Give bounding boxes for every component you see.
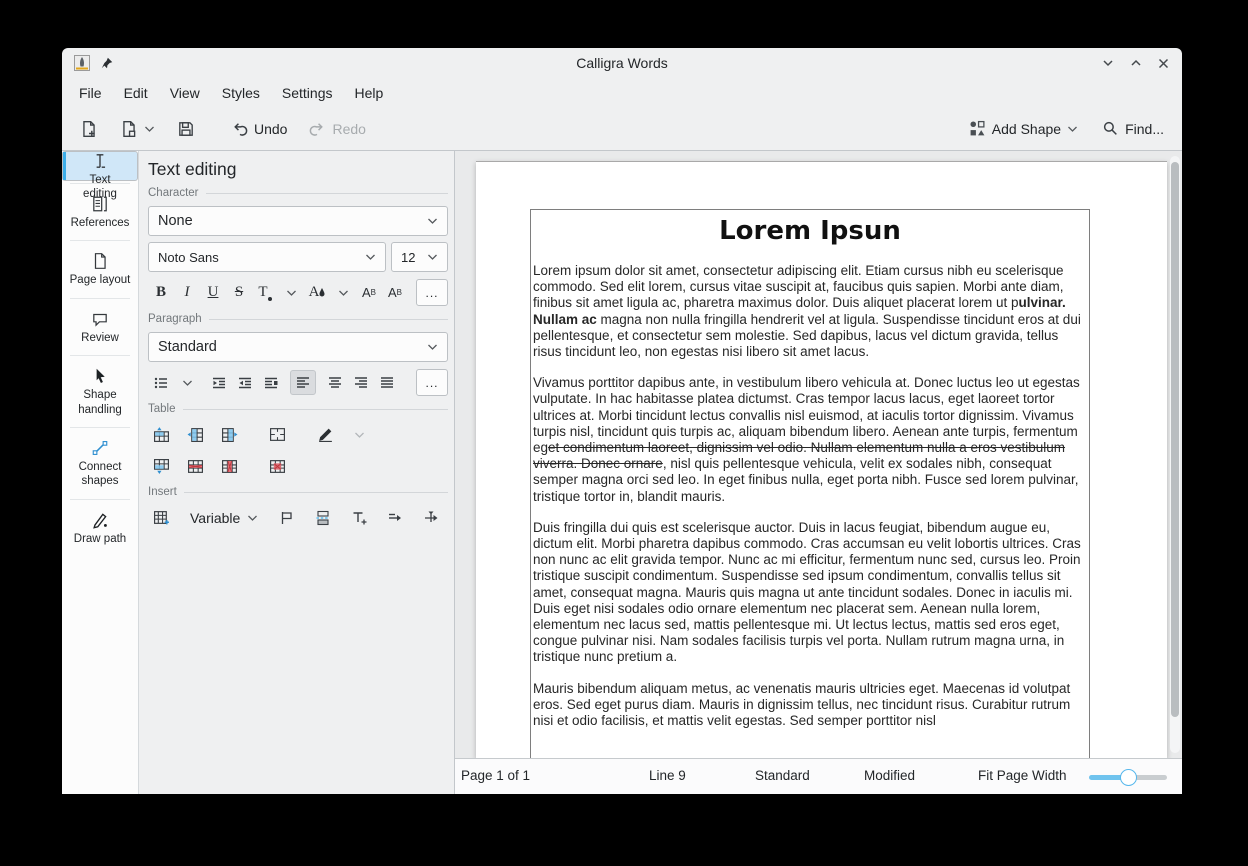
section-character: Character	[148, 187, 448, 199]
text-frame[interactable]	[530, 209, 1090, 758]
variable-dropdown[interactable]: Variable	[184, 510, 264, 526]
font-color-button[interactable]: T	[252, 280, 278, 305]
link-button[interactable]	[382, 505, 408, 530]
strikethrough-button[interactable]: S	[234, 284, 244, 300]
align-left-button[interactable]	[290, 370, 316, 395]
status-style[interactable]: Standard	[755, 768, 810, 783]
paragraph: Lorem ipsum dolor sit amet, consectetur adipiscing elit. Etiam cursus nibh eu scelerisque commodo. Sed elit lorem, cursus vitae suscipit at, faucibus quis sapien. Morbi ante diam, finibus sit amet ligula ac, pharetra maximus dolor. Duis aliquet placerat lorem ut pulvinar. Nullam ac magna non nulla fringilla hendrerit vel at ligula. Suspendisse tincidunt eros at dui pellentesque, et consectetur sem molestie. Sed dapibus, lacus vel dictum gravida, tellus risus tincidunt leo, non egestas nisi libero sit amet lacus.	[533, 263, 1081, 360]
character-style-select[interactable]: None	[148, 206, 448, 236]
vertical-scrollbar[interactable]	[1170, 156, 1180, 753]
merge-cells-button[interactable]	[264, 422, 290, 447]
menu-view[interactable]: View	[169, 84, 200, 101]
tool-dock-tabs	[62, 151, 139, 794]
menu-styles[interactable]: Styles	[221, 84, 260, 101]
delete-row-button[interactable]	[182, 454, 208, 479]
section-insert: Insert	[148, 486, 448, 498]
maximize-button[interactable]	[1129, 57, 1143, 69]
decrease-indent-button[interactable]	[206, 370, 232, 395]
cursor-arrow-icon	[91, 367, 109, 385]
window-title: Calligra Words	[576, 55, 668, 71]
add-shape-icon	[969, 120, 986, 137]
zoom-slider[interactable]	[1089, 770, 1167, 784]
background-color-dropdown[interactable]	[330, 280, 356, 305]
menu-file[interactable]: File	[79, 84, 102, 101]
dock-tab-references[interactable]: References	[62, 186, 138, 238]
section-table: Table	[148, 403, 448, 415]
add-shape-button[interactable]	[965, 116, 1082, 141]
insert-text-button[interactable]	[346, 505, 372, 530]
dock-tab-connect-shapes[interactable]: Connect shapes	[62, 430, 138, 497]
superscript-button[interactable]: A B	[361, 285, 376, 300]
align-justify-button[interactable]	[374, 370, 400, 395]
change-indent-button[interactable]	[258, 370, 284, 395]
status-modified: Modified	[864, 768, 916, 783]
app-icon	[74, 55, 90, 71]
dock-tab-text-editing[interactable]: Text editing	[62, 151, 138, 181]
underline-button[interactable]: U	[207, 284, 219, 300]
insert-column-left-button[interactable]	[182, 422, 208, 447]
document-canvas[interactable]	[455, 151, 1182, 758]
paragraph: Mauris bibendum aliquam metus, ac venenatis mauris ultricies eget. Maecenas id volutpat eros. Sed eget purus diam. Mauris in dignissim tellus, nec tincidunt risus. Curabitur rutrum nisi et odio facilisis, et mattis velit egestas. Sed semper porttitor nisl	[533, 680, 1071, 729]
status-page[interactable]: Page 1 of 1	[461, 768, 531, 783]
subscript-button[interactable]: A B	[387, 285, 402, 300]
app-window	[62, 48, 1182, 794]
tool-options-panel	[139, 151, 455, 794]
undo-label: Undo	[254, 120, 288, 137]
scrollbar-thumb[interactable]	[1171, 162, 1179, 717]
list-style-dropdown[interactable]	[174, 370, 200, 395]
more-character-options-button[interactable]: ...	[416, 279, 448, 306]
doc-paragraphs	[533, 263, 1087, 729]
statusbar	[455, 758, 1182, 794]
dock-tab-review[interactable]: Review	[62, 301, 138, 353]
font-family-select[interactable]: Noto Sans	[148, 242, 386, 272]
italic-button[interactable]: I	[184, 284, 190, 300]
border-pen-dropdown[interactable]	[346, 422, 372, 447]
undo-button[interactable]	[227, 116, 291, 141]
dock-tab-draw-path[interactable]: Draw path	[62, 502, 138, 554]
page-break-button[interactable]	[310, 505, 336, 530]
chevron-down-icon	[427, 343, 438, 351]
minimize-button[interactable]	[1101, 57, 1115, 69]
bookmark-button[interactable]	[274, 505, 300, 530]
pen-path-icon	[91, 511, 109, 529]
dock-tab-page-layout[interactable]: Page layout	[62, 243, 138, 295]
find-button[interactable]	[1098, 116, 1168, 141]
pin-icon[interactable]	[100, 56, 114, 70]
status-zoom-mode[interactable]: Fit Page Width	[978, 768, 1067, 783]
redo-button[interactable]	[305, 116, 369, 141]
paragraph-style-select[interactable]: Standard	[148, 332, 448, 362]
chevron-down-icon	[182, 379, 193, 387]
bold-button[interactable]: B	[155, 284, 166, 300]
panel-title: Text editing	[148, 159, 237, 179]
insert-row-above-button[interactable]	[148, 422, 174, 447]
menu-settings[interactable]: Settings	[281, 84, 333, 101]
chevron-down-icon	[427, 253, 438, 261]
zoom-slider-handle[interactable]	[1120, 769, 1137, 786]
references-icon	[91, 195, 109, 213]
chevron-down-icon	[247, 514, 258, 522]
open-dropdown-chevron	[144, 125, 155, 133]
align-right-button[interactable]	[348, 370, 374, 395]
dock-tab-shape-handling[interactable]: Shape handling	[62, 358, 138, 425]
find-label: Find...	[1125, 120, 1164, 137]
add-shape-chevron	[1067, 125, 1078, 133]
insert-row-below-button[interactable]	[148, 454, 174, 479]
document-page[interactable]	[476, 161, 1167, 758]
text-cursor-icon	[91, 152, 109, 170]
delete-column-button[interactable]	[216, 454, 242, 479]
chevron-down-icon	[427, 217, 438, 225]
paragraph: Duis fringilla dui quis est scelerisque auctor. Duis in lacus feugiat, bibendum augue eu, dictum elit. Morbi pharetra dapibus commodo. Cras accumsan eu velit lobortis ultrices. Cras non nunc ac elit gravida tempor. Nunc ac mi efficitur, fermentum nunc sed, cursus leo. Proin tristique suscipit condimentum. Suspendisse sed ipsum condimentum, convallis tellus sit amet, consequat magna. Mauris quis magna ut ante tincidunt sodales. Donec in iaculis mi. Duis eget nisi sodales odio ornare elementum nec placerat sem. Aenean nulla lorem, elementum nec lacus sed, mattis pellentesque mi. Ut lectus lectus, mattis sed eros eget, congue pulvinar nisi. Nam sodales facilisis turpis vel porta. Nullam rutrum magna urna, in tristique nunc pretium a.	[533, 519, 1081, 665]
insert-table-button[interactable]	[148, 505, 174, 530]
align-center-button[interactable]	[322, 370, 348, 395]
titlebar[interactable]	[62, 48, 1182, 78]
chevron-down-icon	[286, 289, 297, 297]
new-document-button[interactable]	[76, 116, 102, 142]
status-line: Line 9	[649, 768, 686, 783]
chevron-down-icon	[338, 289, 349, 297]
list-style-button[interactable]	[148, 370, 174, 395]
chevron-down-icon	[365, 253, 376, 261]
increase-indent-button[interactable]	[232, 370, 258, 395]
background-color-button[interactable]: A	[304, 280, 330, 305]
save-button[interactable]	[173, 116, 199, 142]
chevron-down-icon	[354, 431, 365, 439]
close-button[interactable]	[1157, 57, 1170, 70]
branch-link-button[interactable]	[418, 505, 444, 530]
section-paragraph: Paragraph	[148, 313, 448, 325]
font-color-dropdown[interactable]	[278, 280, 304, 305]
open-document-button[interactable]	[116, 116, 159, 142]
main-toolbar	[62, 107, 1182, 151]
menu-edit[interactable]: Edit	[123, 84, 148, 101]
ink-drop-icon	[319, 288, 325, 297]
redo-label: Redo	[332, 120, 366, 137]
font-size-select[interactable]: 12	[391, 242, 448, 272]
pen-icon	[317, 426, 334, 443]
menubar	[62, 78, 1182, 107]
more-paragraph-options-button[interactable]: ...	[416, 369, 448, 396]
comment-bubble-icon	[91, 310, 109, 328]
search-icon	[1102, 120, 1119, 137]
menu-help[interactable]: Help	[354, 84, 384, 101]
add-shape-label: Add Shape	[991, 120, 1062, 137]
paragraph: Vivamus porttitor dapibus ante, in vestibulum libero vehicula at. Donec luctus leo ut egestas vulputate. In hac habitasse platea dictumst. Cras tempor lacus lacus, eget laoreet tortor ultrices at. Morbi tincidunt lectus convallis nisl euismod, at iaculis tortor dignissim. Vivamus turpis nisl, tincidunt quis turpis ac, aliquam bibendum libero. Aenean ante turpis, fermentum eget condimentum laoreet, dignissim vel odio. Nullam elementum nulla a eros vestibulum viverra. Donec ornare, nisl quis pellentesque vehicula, velit ex sodales nibh, consequat semper magna orci sed leo. In eget finibus nulla, eget porta nibh. Fusce sed lorem pulvinar, tristique tortor in, blandit mauris.	[533, 375, 1080, 504]
document-heading: Lorem Ipsun	[719, 216, 901, 246]
border-pen-button[interactable]	[312, 422, 338, 447]
delete-table-button[interactable]	[264, 454, 290, 479]
insert-column-right-button[interactable]	[216, 422, 242, 447]
page-icon	[91, 252, 109, 270]
connector-icon	[91, 439, 109, 457]
